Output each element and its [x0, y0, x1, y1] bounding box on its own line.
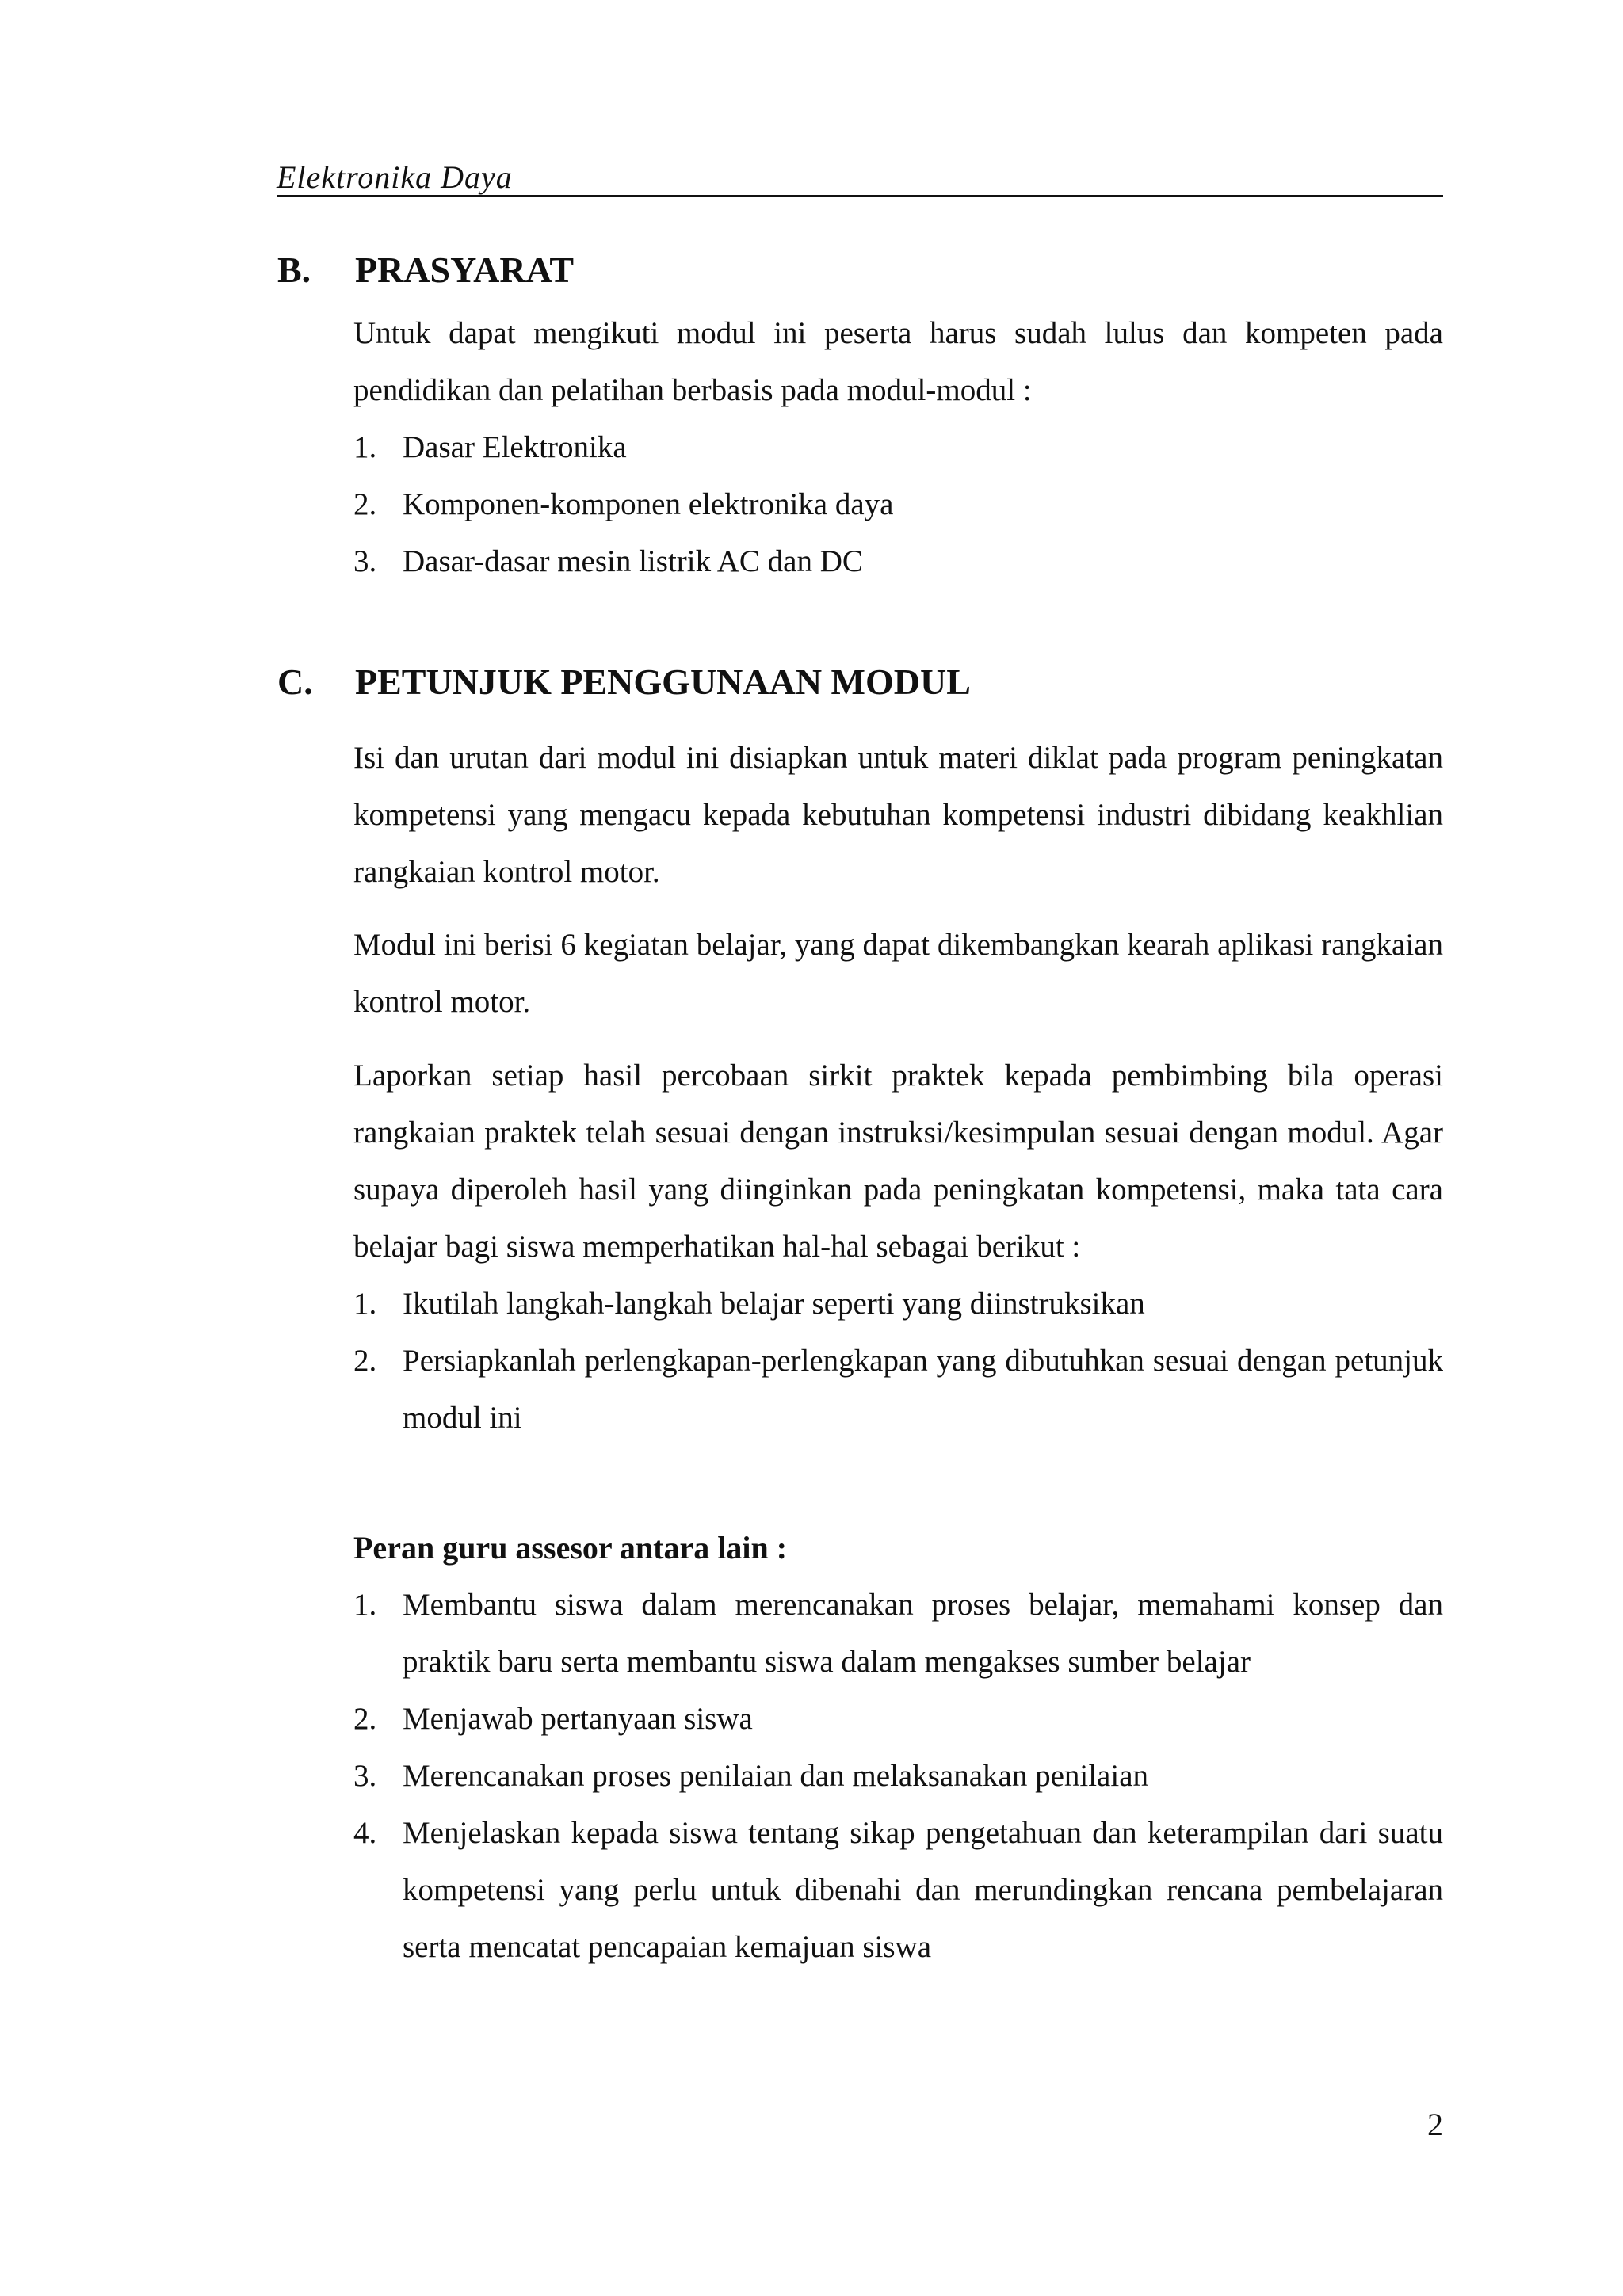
section-c-title: PETUNJUK PENGGUNAAN MODUL	[355, 662, 971, 702]
list-item-text: Menjawab pertanyaan siswa	[403, 1702, 753, 1736]
section-c-paragraph-2: Modul ini berisi 6 kegiatan belajar, yang dapat dikembangkan kearah aplikasi rangkaian kontrol motor.	[353, 928, 1443, 1019]
list-item-text: Merencanakan proses penilaian dan melaksanakan penilaian	[403, 1759, 1149, 1793]
list-item	[353, 1333, 1443, 1447]
list-item-number: 2.	[353, 1344, 377, 1378]
list-item	[353, 476, 1443, 533]
header-rule	[277, 195, 1443, 197]
list-item-number: 1.	[353, 1588, 377, 1622]
study-steps-list	[353, 1276, 1443, 1447]
running-header: Elektronika Daya	[277, 159, 513, 195]
list-item-text: Dasar Elektronika	[403, 430, 627, 464]
section-b-title: PRASYARAT	[355, 250, 575, 290]
section-c-paragraph-1: Isi dan urutan dari modul ini disiapkan untuk materi diklat pada program peningkatan kompetensi yang mengacu kepada kebutuhan kompetensi industri dibidang keakhlian rangkaian kontrol motor.	[353, 741, 1443, 889]
list-item	[353, 419, 1443, 476]
list-item-number: 2.	[353, 1702, 377, 1736]
assessor-role-subheading: Peran guru assesor antara lain :	[353, 1530, 788, 1566]
list-item-text: Membantu siswa dalam merencanakan proses belajar, memahami konsep dan praktik baru serta membantu siswa dalam mengakses sumber belajar	[403, 1588, 1443, 1679]
list-item-number: 1.	[353, 1287, 377, 1321]
list-item-number: 2.	[353, 487, 377, 521]
list-item-text: Persiapkanlah perlengkapan-perlengkapan yang dibutuhkan sesuai dengan petunjuk modul ini	[403, 1344, 1443, 1435]
list-item-text: Dasar-dasar mesin listrik AC dan DC	[403, 544, 863, 578]
list-item-number: 1.	[353, 430, 377, 464]
list-item-number: 3.	[353, 544, 377, 578]
list-item	[353, 533, 1443, 590]
page-number: 2	[1427, 2107, 1443, 2142]
list-item	[353, 1748, 1443, 1805]
section-b-number: B.	[277, 250, 311, 290]
list-item	[353, 1276, 1443, 1333]
list-item	[353, 1691, 1443, 1748]
list-item-text: Ikutilah langkah-langkah belajar seperti yang diinstruksikan	[403, 1287, 1145, 1321]
list-item-number: 4.	[353, 1816, 377, 1850]
section-b-intro: Untuk dapat mengikuti modul ini peserta harus sudah lulus dan kompeten pada pendidikan dan pelatihan berbasis pada modul-modul :	[353, 316, 1443, 407]
section-c-paragraph-3: Laporkan setiap hasil percobaan sirkit praktek kepada pembimbing bila operasi rangkaian praktek telah sesuai dengan instruksi/kesimpulan sesuai dengan modul. Agar supaya diperoleh hasil yang diinginkan pada peningkatan kompetensi, maka tata cara belajar bagi siswa memperhatikan hal-hal sebagai berikut :	[353, 1058, 1443, 1264]
list-item-number: 3.	[353, 1759, 377, 1793]
section-c-number: C.	[277, 662, 313, 702]
section-c-heading	[277, 661, 971, 703]
list-item-text: Komponen-komponen elektronika daya	[403, 487, 894, 521]
list-item	[353, 1805, 1443, 1976]
list-item-text: Menjelaskan kepada siswa tentang sikap pengetahuan dan keterampilan dari suatu kompetensi yang perlu untuk dibenahi dan merundingkan rencana pembelajaran serta mencatat pencapaian kemajuan siswa	[403, 1816, 1443, 1964]
list-item	[353, 1577, 1443, 1691]
prerequisite-list	[353, 419, 1443, 590]
assessor-role-list	[353, 1577, 1443, 1976]
section-b-heading	[277, 249, 574, 291]
